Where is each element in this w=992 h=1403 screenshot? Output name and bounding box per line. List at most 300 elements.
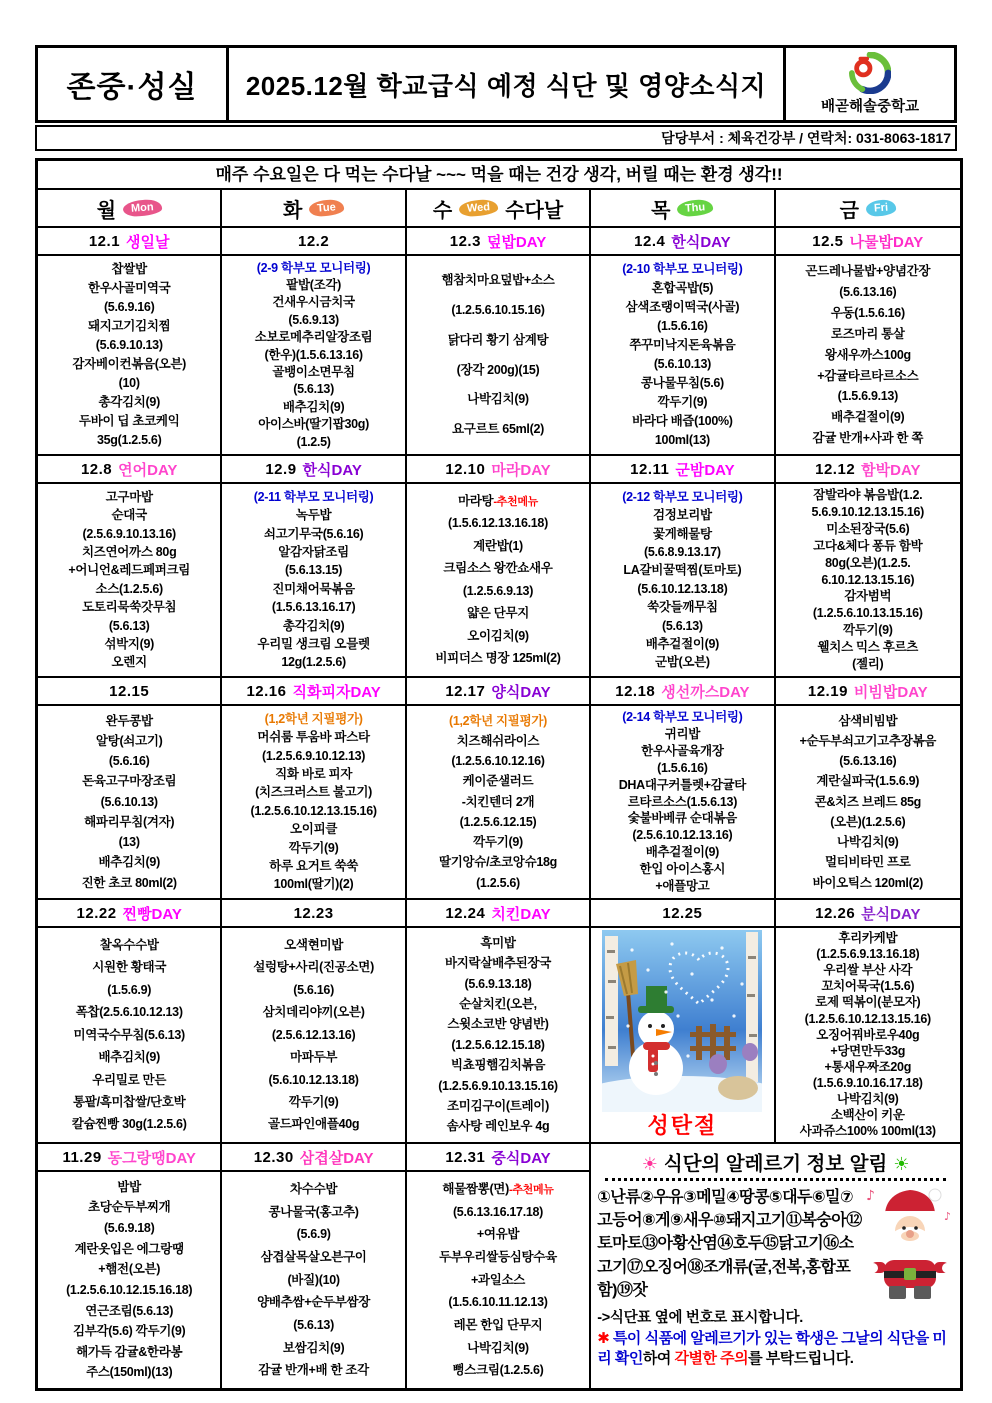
menu-line: 치즈해쉬라이스 — [456, 733, 540, 748]
menu-line: 배추겉절이(9) — [645, 637, 720, 652]
menu-line: (2-11 학부모 모니터링) — [253, 489, 374, 504]
date-cell-12.15 — [38, 678, 222, 706]
menu-line: (5.6.9.13.18) — [464, 976, 532, 991]
menu-line: 해가득 감귤&한라봉 — [76, 1344, 183, 1359]
week-row-4 — [38, 900, 960, 1144]
menu-line: 5.6.9.10.12.13.15.16) — [811, 505, 925, 520]
menu-line: 르타르소스(1.5.6.13) — [627, 794, 738, 809]
menu-line: 햄참치마요덮밥+소스 — [441, 273, 555, 288]
menu-line: (5.6.13) — [108, 618, 150, 633]
menu-line: 케이준샐러드 — [462, 774, 534, 789]
menu-line: (1.2.5.6.10.13.15.16) — [812, 606, 923, 621]
menu-line: 배추겉절이(9) — [831, 410, 905, 425]
menu-line: 해파리무침(겨자) — [84, 814, 175, 829]
weekday-header-tue — [222, 190, 406, 228]
warning-segment: 각별한 주의 — [674, 1350, 749, 1368]
day-theme-label: 마라DAY — [491, 461, 551, 479]
date-cell-12.24 — [407, 900, 591, 928]
menu-line: 배추김치(9) — [282, 399, 345, 414]
menu-line: (5.6.16) — [108, 754, 150, 769]
menu-line: 두부우리쌀등심탕수육 — [439, 1250, 557, 1265]
menu-line: 로즈마리 통살 — [830, 326, 905, 341]
weekday-header-wed — [407, 190, 591, 228]
menu-line: 바이오틱스 120ml(2) — [812, 875, 923, 890]
menu-line: 우리쌀 부산 사각 — [823, 963, 913, 978]
menu-line: 초당순두부찌개 — [87, 1200, 171, 1215]
day-theme-label: 중식DAY — [491, 1149, 551, 1167]
menu-line: 주스(150ml)(13) — [86, 1365, 173, 1380]
day-theme-label: 생선까스DAY — [661, 683, 750, 701]
menu-line: 하루 요거트 쑥쑥 — [269, 859, 358, 874]
school-logo-cell — [783, 48, 954, 120]
menu-line: 설렁탕+사리(진공소면) — [253, 960, 374, 975]
menu-line: 팥밥(조각) — [286, 278, 341, 293]
warning-segment: 특이 식품에 알레르기가 있는 학생은 그날의 식단을 미리 확인 — [597, 1329, 947, 1368]
menu-line: 찰옥수수밥 — [99, 937, 159, 952]
menu-line: (5.6.10.13) — [100, 794, 158, 809]
menu-line: (1.2.5.6.10.12.16) — [451, 754, 545, 769]
date-number: 12.8 — [80, 460, 113, 478]
day-theme-label: 동그랑땡DAY — [107, 1149, 196, 1167]
menu-cell-12.19 — [776, 706, 960, 900]
menu-cell-12.26 — [776, 928, 960, 1144]
menu-line: 꽃게해물탕 — [652, 526, 712, 541]
menu-line: (한우)(1.5.6.13.16) — [264, 347, 363, 362]
menu-line: 잠발라야 볶음밥(1.2. — [813, 488, 923, 503]
menu-line: (1.2.5.6.12.15) — [459, 814, 537, 829]
menu-line: 숯불바베큐 순대볶음 — [627, 811, 737, 826]
menu-line: 골뱅이소면무침 — [272, 364, 355, 379]
menu-line: (5.6.13) — [293, 1317, 334, 1332]
day-theme-label: 함박DAY — [861, 461, 921, 479]
menu-line: 요구르트 65ml(2) — [452, 422, 544, 437]
menu-line: 바지락살배추된장국 — [445, 956, 551, 971]
menu-line: (바질)(10) — [287, 1272, 340, 1287]
menu-line: 통팥/흑미찹쌀/단호박 — [73, 1095, 186, 1109]
menu-line: 오징어꿔바로우40g — [816, 1027, 920, 1042]
date-number: 12.26 — [815, 904, 856, 922]
menu-line: 깍두기(9) — [842, 623, 893, 638]
menu-line: LA갈비꿀떡찜(토마토) — [623, 563, 742, 578]
menu-cell-12.2 — [222, 256, 406, 456]
warning-segment: 하여 — [642, 1350, 675, 1368]
menu-line: 귀리밥 — [664, 727, 701, 742]
menu-line: 미소된장국(5.6) — [826, 521, 910, 536]
allergy-title — [605, 1148, 946, 1181]
menu-line: (5.6.10.13) — [653, 357, 711, 372]
day-theme-label: 나물밥DAY — [849, 233, 924, 251]
menu-line: 한입 아이스홍시 — [639, 862, 726, 877]
menu-line: 후리카케밥 — [838, 931, 898, 946]
menu-line: (5.6.10.12.13.18) — [268, 1072, 359, 1087]
santa-illustration — [864, 1184, 956, 1305]
menu-line: 총각김치(9) — [98, 395, 160, 409]
menu-line: 깍두기(9) — [473, 835, 523, 850]
menu-cell-12.24 — [407, 928, 591, 1144]
weekday-header-mon — [38, 190, 222, 228]
date-cell-12.17 — [407, 678, 591, 706]
menu-line: 스윗소코반 양념반) — [447, 1017, 549, 1032]
menu-line: 배추김치(9) — [98, 855, 160, 870]
menu-line: 소스(1.2.5.6) — [95, 581, 163, 596]
day-theme-label: 덮밥DAY — [486, 233, 547, 251]
menu-line: 진한 초코 80ml(2) — [81, 875, 177, 890]
menu-line: 섞박지(9) — [104, 637, 155, 652]
menu-line: 꼬치어묵국(1.5.6) — [821, 979, 915, 994]
menu-line — [458, 494, 538, 509]
weekday-row — [38, 190, 960, 228]
date-number: 12.16 — [246, 682, 287, 700]
menu-line: 감자베이컨볶음(오븐) — [72, 357, 187, 372]
date-cell-12.1 — [38, 228, 222, 256]
allergy-warning — [597, 1329, 954, 1370]
menu-line: 깍두기(9) — [288, 1095, 339, 1109]
day-theme-label: 분식DAY — [861, 905, 921, 923]
day-theme-label: 연어DAY — [118, 461, 178, 479]
date-number: 12.4 — [634, 232, 666, 250]
menu-line: 마파두부 — [290, 1050, 338, 1065]
menu-line: +감귤타르타르소스 — [817, 368, 919, 383]
menu-line: 닭다리 황기 삼계탕 — [447, 332, 549, 347]
menu-line: 나박김치(9) — [467, 392, 529, 407]
date-cell-12.16 — [222, 678, 406, 706]
menu-line: 소백산이 키운 — [830, 1107, 905, 1122]
date-cell-12.22 — [38, 900, 222, 928]
menu-line: 돈육고구마장조림 — [82, 774, 177, 789]
date-number: 12.9 — [265, 460, 297, 478]
menu-line: 머쉬룸 투움바 파스타 — [257, 730, 370, 745]
menu-line: (5.6.13.16) — [839, 754, 897, 769]
menu-line: +통새우짜조20g — [824, 1059, 912, 1074]
menu-line: +햄전(오븐) — [98, 1262, 161, 1277]
date-cell-12.18 — [591, 678, 775, 706]
menu-line: 크림소스 왕깐쇼새우 — [443, 561, 553, 576]
menu-line: 아이스바(딸기팝30g) — [258, 417, 369, 432]
warning-segment: 를 부탁드립니다. — [748, 1350, 854, 1368]
menu-line: 계란실파국(1.5.6.9) — [816, 774, 920, 789]
date-cell-12.2 — [222, 228, 406, 256]
menu-line: +과일소스 — [470, 1272, 526, 1287]
menu-line: 완두콩밥 — [105, 713, 153, 728]
menu-cell-12.5 — [776, 256, 960, 456]
menu-line: 나박김치(9) — [467, 1340, 529, 1355]
menu-line: 흑미밥 — [480, 935, 516, 950]
menu-cell-12.9 — [222, 484, 406, 678]
menu-line: 고다&체다 퐁듀 함박 — [813, 538, 923, 553]
menu-line: (1.5.6.10.11.12.13) — [448, 1295, 548, 1310]
date-number: 12.18 — [615, 682, 656, 700]
date-number: 12.23 — [293, 904, 334, 922]
menu-line: 삼치데리야끼(오븐) — [262, 1005, 365, 1020]
date-number: 12.15 — [109, 682, 150, 700]
date-cell-12.11 — [591, 456, 775, 484]
menu-line: (1.2.5.6.9.10.13.15.16) — [438, 1078, 558, 1093]
sun-icon: ☀ — [641, 1154, 658, 1174]
date-cell-12.19 — [776, 678, 960, 706]
menu-line: 혼합곡밥(5) — [651, 281, 714, 296]
menu-line: 진미채어묵볶음 — [272, 581, 355, 596]
menu-line: 도토리묵쑥갓무침 — [82, 600, 177, 615]
menu-line: (1.2.5.6.9.13) — [462, 583, 534, 598]
day-theme-label: 직화피자DAY — [292, 683, 381, 701]
weekday-korean: 월 — [96, 199, 117, 222]
page-title: 2025.12월 학교급식 예정 식단 및 영양소식지 — [245, 70, 767, 101]
svg-text:♪: ♪ — [865, 1188, 875, 1204]
menu-line: (5.6.13) — [662, 618, 703, 633]
menu-line: (2-14 학부모 모니터링) — [622, 710, 743, 725]
menu-line: 직화 바로 피자 — [275, 766, 353, 781]
date-cell-12.5 — [776, 228, 960, 256]
tue-paint-blob-icon: Tue — [309, 199, 345, 217]
menu-line: 딸기앙슈/초코앙슈18g — [438, 855, 557, 870]
menu-line: 오이김치(9) — [467, 628, 529, 643]
menu-calendar-table — [35, 158, 963, 1391]
menu-line: 왕새우까스100g — [824, 347, 911, 362]
menu-line: 차수수밥 — [290, 1181, 338, 1196]
date-cell-12.4 — [591, 228, 775, 256]
menu-line: 바라다 배즙(100%) — [632, 413, 733, 428]
date-number: 12.19 — [807, 682, 848, 700]
menu-line: (1.2.5.6.9.10.12.13) — [262, 748, 366, 763]
menu-line: 알탕(쇠고기) — [95, 733, 163, 748]
menu-line: +순두부쇠고기고추장볶음 — [799, 733, 937, 748]
date-number: 12.25 — [662, 904, 703, 922]
menu-line: 100ml(딸기)(2) — [273, 877, 354, 892]
date-cell-12.26 — [776, 900, 960, 928]
date-number: 12.24 — [445, 904, 486, 922]
day-theme-label: 삼겹살DAY — [299, 1149, 374, 1167]
menu-line: (5.6.8.9.13.17) — [643, 544, 721, 559]
menu-cell-12.30 — [222, 1172, 406, 1388]
menu-cell-12.8 — [38, 484, 222, 678]
warning-segment: ✱ — [597, 1329, 613, 1347]
menu-cell-12.25 — [591, 928, 775, 1144]
menu-line: 100ml(13) — [654, 432, 710, 447]
menu-line: (5.6.13.16) — [839, 285, 897, 299]
menu-line: 나박김치(9) — [837, 835, 899, 850]
menu-line: (5.6.9.13) — [288, 312, 339, 327]
week-row-1 — [38, 228, 960, 456]
menu-line: 12g(1.2.5.6) — [281, 655, 346, 670]
menu-line: 밤밥 — [117, 1179, 141, 1194]
menu-line: (1.2.5.6) — [476, 875, 520, 890]
day-theme-label: 치킨DAY — [491, 905, 551, 923]
weekly-banner: 매주 수요일은 다 먹는 수다날 ~~~ 먹을 때는 건강 생각, 버릴 때는 환경 생각!! — [38, 161, 960, 190]
menu-line: (5.6.9.16) — [103, 300, 155, 315]
page-header — [35, 45, 957, 151]
menu-line: 군밤(오븐) — [654, 655, 710, 670]
menu-line: +당면만두33g — [830, 1043, 906, 1058]
menu-line: 두바이 딥 초코케익 — [78, 413, 180, 428]
menu-line: 오렌지 — [111, 655, 147, 670]
menu-line: 계란밥(1) — [473, 538, 523, 553]
menu-line-segment: 마라탕 — [457, 493, 494, 508]
date-cell-12.10 — [407, 456, 591, 484]
menu-line: 감귤 반개+배 한 조각 — [258, 1363, 369, 1378]
menu-line: 삼겹살목살오븐구이 — [260, 1249, 367, 1264]
menu-line: (1.5.6.9.13) — [837, 389, 898, 404]
menu-line: DHA대구커틀렛+감귤타 — [618, 777, 747, 792]
menu-line: 빅쵸핑햄김치볶음 — [450, 1058, 546, 1073]
wed-paint-blob-icon: Wed — [459, 199, 499, 218]
school-logo-icon — [849, 52, 891, 94]
menu-cell-12.23 — [222, 928, 406, 1144]
menu-line — [442, 1182, 553, 1197]
menu-line: 비피더스 명장 125ml(2) — [435, 651, 561, 666]
menu-line: 보쌈김치(9) — [282, 1340, 345, 1355]
menu-line: (1.2.5.6.12.15.18) — [451, 1037, 545, 1052]
menu-line: 6.10.12.13.15.16) — [821, 572, 915, 587]
menu-line: 얇은 단무지 — [466, 606, 530, 621]
svg-text:♪: ♪ — [943, 1210, 952, 1223]
fri-paint-blob-icon: Fri — [865, 199, 896, 217]
menu-cell-12.17 — [407, 706, 591, 900]
menu-line: 총각김치(9) — [282, 618, 345, 633]
menu-line: 찹쌀밥 — [111, 262, 147, 277]
date-number: 12.1 — [88, 232, 121, 250]
menu-line: 한우사골미역국 — [87, 281, 171, 296]
menu-line: (2.5.6.12.13.16) — [271, 1027, 356, 1042]
date-number: 12.5 — [812, 232, 844, 250]
date-cell-12.30 — [222, 1144, 406, 1172]
menu-line: 김부각(5.6) 깍두기(9) — [72, 1324, 186, 1339]
date-cell-12.9 — [222, 456, 406, 484]
snowman-winter-illustration — [602, 930, 762, 1112]
menu-line: 배추김치(9) — [98, 1050, 160, 1065]
date-number: 12.2 — [297, 232, 330, 250]
menu-line: 한우사골육개장 — [641, 743, 724, 758]
menu-line: (장각 200g)(15) — [456, 362, 540, 377]
menu-line: 콩나물무침(5.6) — [640, 376, 724, 391]
menu-line: (1,2학년 지필평가) — [448, 713, 547, 728]
weekday-header-fri — [776, 190, 960, 228]
allergy-title-text: 식단의 알레르기 정보 알림 — [663, 1153, 888, 1175]
date-number: 12.22 — [76, 904, 117, 922]
sun-icon: ☀ — [893, 1154, 910, 1174]
menu-cell-12.10 — [407, 484, 591, 678]
menu-line: 웰치스 믹스 후르츠 — [817, 640, 919, 655]
menu-cell-12.15 — [38, 706, 222, 900]
menu-line: 콘&치즈 브레드 85g — [814, 794, 921, 809]
menu-line: 깍두기(9) — [657, 395, 708, 409]
school-name: 배곧해솔중학교 — [820, 99, 920, 115]
menu-line: 골드파인애플40g — [267, 1117, 360, 1132]
date-number: 12.3 — [449, 232, 481, 250]
menu-line: (2-10 학부모 모니터링) — [622, 262, 743, 277]
date-cell-12.3 — [407, 228, 591, 256]
santa-claus-illustration — [864, 1184, 956, 1300]
menu-line: (5.6.9.10.13) — [95, 338, 163, 353]
menu-line: 소보로메추리알장조림 — [254, 330, 373, 345]
menu-line: 건새우시금치국 — [272, 295, 355, 310]
date-cell-12.12 — [776, 456, 960, 484]
menu-line: (5.6.10.12.13.18) — [637, 581, 728, 596]
menu-line: (10) — [118, 376, 140, 391]
menu-line: (5.6.13.16.17.18) — [452, 1204, 544, 1219]
menu-line: 쭈꾸미낙지돈육볶음 — [629, 338, 736, 353]
menu-line: (5.6.13.15) — [285, 563, 343, 578]
menu-line: +여유밥 — [476, 1227, 520, 1242]
menu-line-segment: 해물짬뽕(면) — [442, 1181, 509, 1196]
allergy-note: ->식단표 옆에 번호로 표시합니다. — [597, 1309, 803, 1326]
day-theme-label: 찐빵DAY — [122, 905, 182, 923]
menu-cell-12.22 — [38, 928, 222, 1144]
day-theme-label: 한식DAY — [671, 233, 731, 251]
menu-line: (오븐)(1.2.5.6) — [830, 814, 906, 829]
menu-cell-12.12 — [776, 484, 960, 678]
menu-line: (1.2.5) — [296, 434, 331, 449]
menu-line: (1.5.6.9.10.16.17.18) — [812, 1075, 923, 1090]
menu-cell-12.31 — [407, 1172, 591, 1388]
date-cell-12.25 — [591, 900, 775, 928]
date-number: 12.30 — [253, 1148, 294, 1166]
date-number: 12.12 — [815, 460, 856, 478]
menu-line: 쇠고기무국(5.6.16) — [263, 526, 364, 541]
date-number: 12.17 — [445, 682, 486, 700]
menu-line: 뻥스크림(1.2.5.6) — [452, 1363, 544, 1378]
menu-cell-12.4 — [591, 256, 775, 456]
weekday-header-thu — [591, 190, 775, 228]
menu-line: 돼지고기김치찜 — [87, 319, 171, 334]
day-theme-label: 비빔밥DAY — [853, 683, 928, 701]
header-table — [35, 45, 957, 123]
menu-line: (1.2.5.6.10.15.16) — [451, 302, 545, 317]
menu-line: (치즈크러스트 불고기) — [255, 785, 373, 800]
menu-line: (2.5.6.10.12.13.16) — [632, 828, 733, 843]
menu-line: +어니언&레드페퍼크림 — [68, 563, 191, 578]
menu-line: 레몬 한입 단무지 — [453, 1317, 543, 1332]
menu-line: 80g(오븐)(1.2.5. — [825, 555, 911, 570]
day-theme-label: 양식DAY — [491, 683, 551, 701]
menu-cell-12.16 — [222, 706, 406, 900]
date-cell-11.29 — [38, 1144, 222, 1172]
date-cell-12.31 — [407, 1144, 591, 1172]
school-motto: 존중·성실 — [38, 48, 229, 120]
menu-line: (1.2.5.6.10.12.13.15.16) — [804, 1011, 931, 1026]
day-theme-label: 군밤DAY — [675, 461, 735, 479]
menu-line: (13) — [118, 835, 140, 850]
menu-line: (2-12 학부모 모니터링) — [622, 489, 743, 504]
menu-line: (1.5.6.16) — [657, 319, 708, 334]
thu-paint-blob-icon: Thu — [677, 199, 714, 217]
menu-line: 미역국수무침(5.6.13) — [73, 1027, 185, 1042]
week-row-5 — [38, 1144, 960, 1388]
menu-line: (5.6.16) — [293, 982, 334, 997]
menu-cell-12.11 — [591, 484, 775, 678]
menu-line: 우리밀 생크림 오믈렛 — [257, 637, 370, 652]
menu-line: (1.2.5.6.9.13.16.18) — [816, 947, 920, 962]
menu-line: (1.5.6.9) — [107, 982, 152, 997]
menu-cell-12.3 — [407, 256, 591, 456]
date-number: 12.11 — [630, 460, 670, 478]
menu-line: (1,2학년 지필평가) — [264, 711, 363, 726]
menu-cell-11.29 — [38, 1172, 222, 1388]
weekday-korean: 수 — [432, 199, 453, 222]
weekday-korean: 화 — [283, 199, 303, 222]
menu-line: 시원한 황태국 — [92, 960, 167, 975]
menu-line: 감자범벅 — [844, 589, 892, 604]
menu-line: 쑥갓들깨무침 — [647, 600, 718, 615]
menu-line-segment: -추천메뉴 — [493, 495, 538, 508]
menu-line: (5.6.13) — [293, 382, 334, 397]
menu-line: (1.2.5.6.10.12.15.16.18) — [66, 1282, 193, 1297]
allergy-info-panel — [591, 1144, 960, 1388]
menu-line: 멀티비타민 프로 — [824, 855, 911, 870]
menu-line: 검정보리밥 — [652, 508, 712, 523]
menu-cell-12.18 — [591, 706, 775, 900]
menu-line: 연근조림(5.6.13) — [85, 1303, 174, 1318]
christmas-caption: 성탄절 — [647, 1113, 718, 1138]
